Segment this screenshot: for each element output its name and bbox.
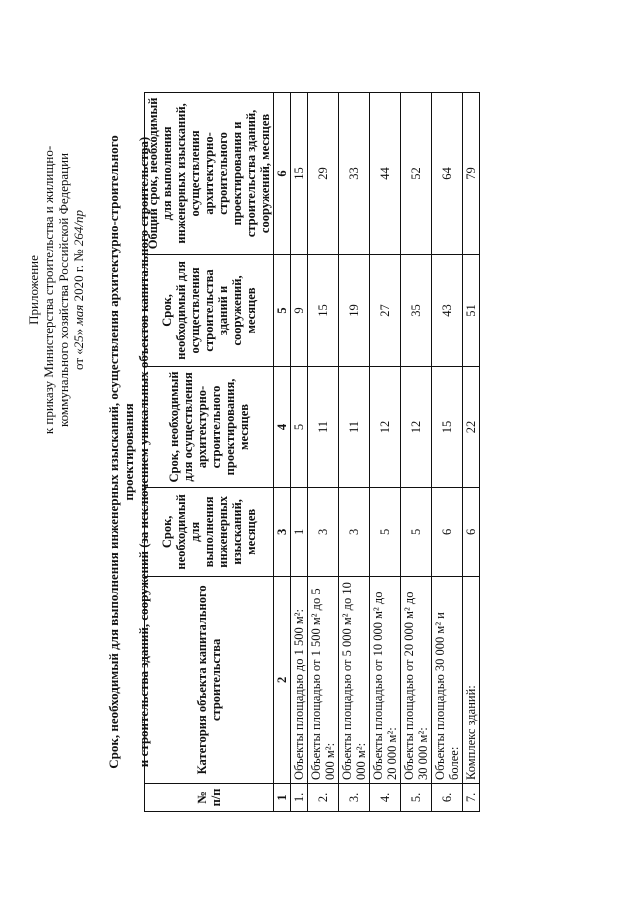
terms-table — [144, 92, 480, 812]
index-cell: 1 — [274, 783, 291, 811]
row-number-cell: 2. — [308, 783, 339, 811]
date-mid: » — [71, 325, 86, 336]
design-cell: 15 — [432, 367, 463, 488]
title-line-1: Срок, необходимый для выполнения инженерных изысканий, осуществления архитектурно-строительного проектирования — [106, 135, 136, 769]
table-row — [432, 93, 463, 812]
header-surveys: Срок, необходимый для выполнения инженерных изысканий, месяцев — [145, 487, 274, 576]
design-cell: 12 — [401, 367, 432, 488]
total-cell: 15 — [291, 93, 308, 255]
surveys-cell: 6 — [432, 487, 463, 576]
index-cell: 2 — [274, 576, 291, 783]
table-row — [339, 93, 370, 812]
table-row — [370, 93, 401, 812]
row-number-cell: 1. — [291, 783, 308, 811]
appendix-label: Приложение — [26, 255, 41, 325]
design-cell: 22 — [463, 367, 480, 488]
order-date-line — [71, 140, 86, 440]
row-number-cell: 3. — [339, 783, 370, 811]
order-line-2: коммунального хозяйства Российской Федерации — [56, 152, 71, 428]
index-cell: 6 — [274, 93, 291, 255]
category-cell: Объекты площадью от 20 000 м² до 30 000 м²: — [401, 576, 432, 783]
rotated-document-page — [20, 22, 620, 882]
row-number-cell: 4. — [370, 783, 401, 811]
row-number-cell: 5. — [401, 783, 432, 811]
total-cell: 44 — [370, 93, 401, 255]
title-line-2: и строительства зданий, сооружений (за исключением уникальных объектов капитального строительства) — [136, 136, 151, 768]
total-cell: 64 — [432, 93, 463, 255]
construction-cell: 19 — [339, 254, 370, 366]
construction-cell: 51 — [463, 254, 480, 366]
date-year: 2020 г. № — [71, 246, 86, 305]
appendix-header — [26, 140, 86, 440]
total-cell: 29 — [308, 93, 339, 255]
construction-cell: 35 — [401, 254, 432, 366]
table-row — [463, 93, 480, 812]
category-cell: Объекты площадью от 10 000 м² до 20 000 м²: — [370, 576, 401, 783]
date-prefix: от « — [71, 348, 86, 371]
index-cell: 3 — [274, 487, 291, 576]
surveys-cell: 6 — [463, 487, 480, 576]
date-day: 25 — [71, 335, 86, 349]
order-number: 264/пр — [71, 210, 86, 247]
order-line-1: к приказу Министерства строительства и жилищно- — [41, 145, 56, 435]
design-cell: 11 — [308, 367, 339, 488]
header-number: № п/п — [145, 783, 274, 811]
row-number-cell: 6. — [432, 783, 463, 811]
design-cell: 11 — [339, 367, 370, 488]
total-cell: 79 — [463, 93, 480, 255]
header-construction: Срок, необходимый для осуществления строительства зданий и сооружений, месяцев — [145, 254, 274, 366]
header-design: Срок, необходимый для осуществления архитектурно-строительного проектирования, месяцев — [145, 367, 274, 488]
surveys-cell: 3 — [308, 487, 339, 576]
category-cell: Объекты площадью до 1 500 м²: — [291, 576, 308, 783]
category-cell: Комплекс зданий: — [463, 576, 480, 783]
construction-cell: 43 — [432, 254, 463, 366]
category-cell: Объекты площадью 30 000 м² и более: — [432, 576, 463, 783]
construction-cell: 9 — [291, 254, 308, 366]
table-index-row — [274, 93, 291, 812]
table-header-row — [145, 93, 274, 812]
date-month: мая — [71, 304, 86, 326]
surveys-cell: 3 — [339, 487, 370, 576]
category-cell: Объекты площадью от 1 500 м² до 5 000 м²: — [308, 576, 339, 783]
row-number-cell: 7. — [463, 783, 480, 811]
index-cell: 5 — [274, 254, 291, 366]
total-cell: 33 — [339, 93, 370, 255]
construction-cell: 15 — [308, 254, 339, 366]
design-cell: 12 — [370, 367, 401, 488]
total-cell: 52 — [401, 93, 432, 255]
design-cell: 5 — [291, 367, 308, 488]
table-row — [401, 93, 432, 812]
table-row — [291, 93, 308, 812]
category-cell: Объекты площадью от 5 000 м² до 10 000 м²: — [339, 576, 370, 783]
surveys-cell: 1 — [291, 487, 308, 576]
surveys-cell: 5 — [401, 487, 432, 576]
surveys-cell: 5 — [370, 487, 401, 576]
header-total: Общий срок, необходимый для выполнения инженерных изысканий, осуществления архитектурно-строительного проектирования и строительства зданий, сооружений, месяцев — [145, 93, 274, 255]
construction-cell: 27 — [370, 254, 401, 366]
header-category: Категория объекта капитального строительства — [145, 576, 274, 783]
table-row — [308, 93, 339, 812]
index-cell: 4 — [274, 367, 291, 488]
